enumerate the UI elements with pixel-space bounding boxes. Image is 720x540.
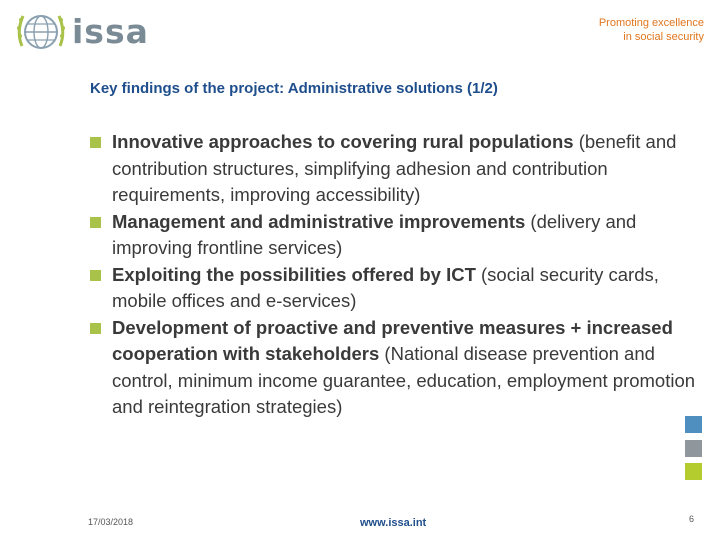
footer-url-link[interactable]: www.issa.int bbox=[360, 517, 427, 529]
square-bullet-icon bbox=[90, 323, 101, 334]
globe-laurel-icon bbox=[14, 6, 68, 58]
bullet-heading: Development of proactive and preventive measures + increased cooperation with stakeholders bbox=[112, 316, 673, 364]
bullet-heading: Exploiting the possibilities offered by ICT bbox=[112, 263, 476, 285]
bullet-heading: Innovative approaches to covering rural populations bbox=[112, 131, 574, 152]
decorative-square-green bbox=[685, 463, 702, 480]
square-bullet-icon bbox=[90, 217, 101, 228]
bullet-detail: (social security cards, mobile offices and e-services) bbox=[112, 263, 659, 311]
tagline-line-1: Promoting excellence bbox=[598, 17, 704, 29]
page-number: 6 bbox=[689, 514, 695, 524]
list-item bbox=[90, 262, 700, 315]
logo-wordmark: issa bbox=[72, 12, 149, 51]
slide-title: Key findings of the project: Administrative solutions (1/2) bbox=[90, 80, 498, 97]
bullet-detail: (benefit and contribution structures, simplifying adhesion and contribution requirements, improving accessibility) bbox=[112, 131, 677, 205]
findings-list bbox=[90, 129, 700, 421]
issa-logo bbox=[14, 6, 164, 58]
decorative-square-gray bbox=[685, 440, 702, 457]
list-item bbox=[90, 315, 700, 421]
decorative-square-blue bbox=[685, 416, 702, 433]
list-item bbox=[90, 209, 700, 262]
square-bullet-icon bbox=[90, 137, 101, 148]
bullet-detail: (National disease prevention and control, minimum income guarantee, education, employment promotion and reintegration strategies) bbox=[112, 343, 696, 417]
list-item bbox=[90, 129, 700, 209]
footer-date: 17/03/2018 bbox=[88, 517, 134, 527]
bullet-heading: Management and administrative improvements bbox=[112, 210, 526, 232]
tagline-line-2: in social security bbox=[623, 31, 704, 43]
square-bullet-icon bbox=[90, 270, 101, 281]
tagline bbox=[504, 16, 704, 44]
bullet-detail: (delivery and improving frontline services) bbox=[112, 210, 637, 258]
